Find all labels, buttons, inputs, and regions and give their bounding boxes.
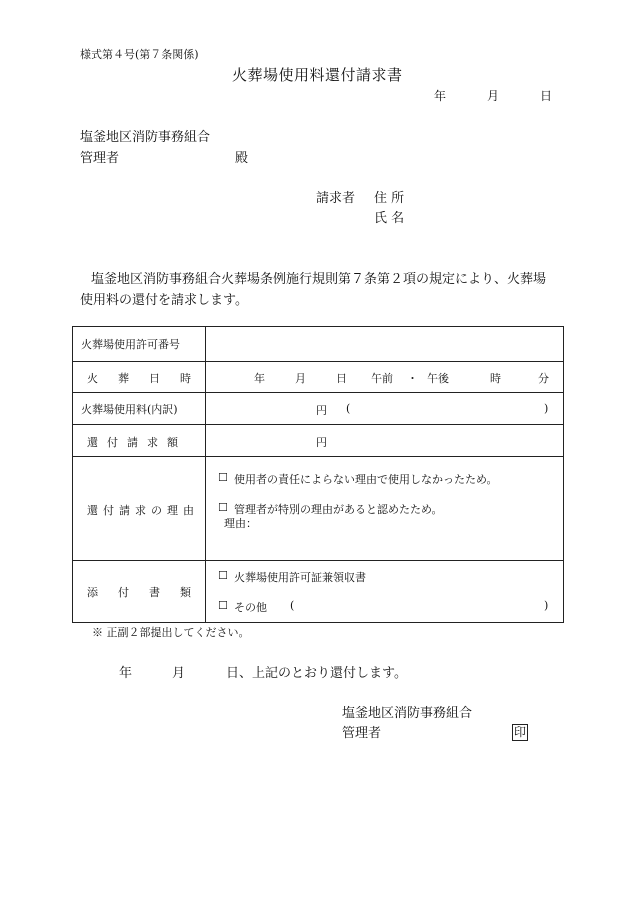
attachment-option1-text: 火葬場使用許可証兼領収書 [234,571,366,584]
claimant-name-label: 氏 名 [374,211,405,226]
reason-option1-checkbox[interactable]: ☐ [218,471,228,484]
attachments-label: 添 付 書 類 [73,561,206,623]
permit-number-field[interactable] [206,327,564,362]
issuer-org: 塩釜地区消防事務組合 [342,706,473,721]
row-attachments [73,561,564,623]
cremation-datetime-field[interactable]: 年 月 日 午前 ・ 午後 時 分 [206,362,564,393]
reason-option2-text: 管理者が特別の理由があると認めたため。 [234,503,443,516]
row-refund-amount [73,425,564,457]
refund-request-table [72,326,564,623]
refund-reason-field [206,457,564,561]
row-fee-breakdown [73,393,564,425]
form-number: 様式第４号(第７条関係) [80,48,199,61]
issuer-role: 管理者 [342,726,382,741]
date-month: 月 [487,89,500,103]
fee-breakdown-field[interactable]: 円 ( ) [206,393,564,425]
addressee-role: 管理者 [80,151,120,166]
attachment-option1-checkbox[interactable]: ☐ [218,569,228,582]
addressee-org: 塩釜地区消防事務組合 [80,130,211,145]
refund-month: 月 [172,666,186,681]
fee-breakdown-label: 火葬場使用料(内訳) [73,393,206,425]
refund-year: 年 [119,666,133,681]
attachments-field [206,561,564,623]
body-text-line1: 塩釜地区消防事務組合火葬場条例施行規則第７条第２項の規定により、火葬場 [91,272,547,287]
date-year: 年 [434,89,447,103]
refund-statement-text: 日、上記のとおり還付します。 [226,666,407,681]
claimant-address-label: 住 所 [374,191,405,206]
date-day: 日 [540,89,553,103]
row-permit-number [73,327,564,362]
cremation-datetime-label: 火 葬 日 時 [73,362,206,393]
seal-mark: 印 [514,725,527,739]
page-title: 火葬場使用料還付請求書 [232,66,403,84]
claimant-label: 請求者 [316,191,356,206]
permit-number-label: 火葬場使用許可番号 [73,327,206,362]
row-cremation-datetime [73,362,564,393]
reason-option1-text: 使用者の責任によらない理由で使用しなかったため。 [234,473,498,486]
reason-option2-checkbox[interactable]: ☐ [218,501,228,514]
attachment-other-close: ) [544,599,549,612]
addressee-honorific: 殿 [235,151,249,166]
refund-reason-label: 還 付 請 求 の 理 由 [73,457,206,561]
refund-amount-label: 還 付 請 求 額 [73,425,206,457]
reason-label: 理由： [224,517,257,530]
attachment-other-open: ( [290,599,295,612]
attachment-option2-text: その他 [234,601,267,614]
body-text-line2: 使用料の還付を請求します。 [80,293,248,308]
attachment-option2-checkbox[interactable]: ☐ [218,599,228,612]
refund-amount-field[interactable]: 円 [206,425,564,457]
submission-note: ※ 正副２部提出してください。 [92,626,250,639]
row-refund-reason [73,457,564,561]
